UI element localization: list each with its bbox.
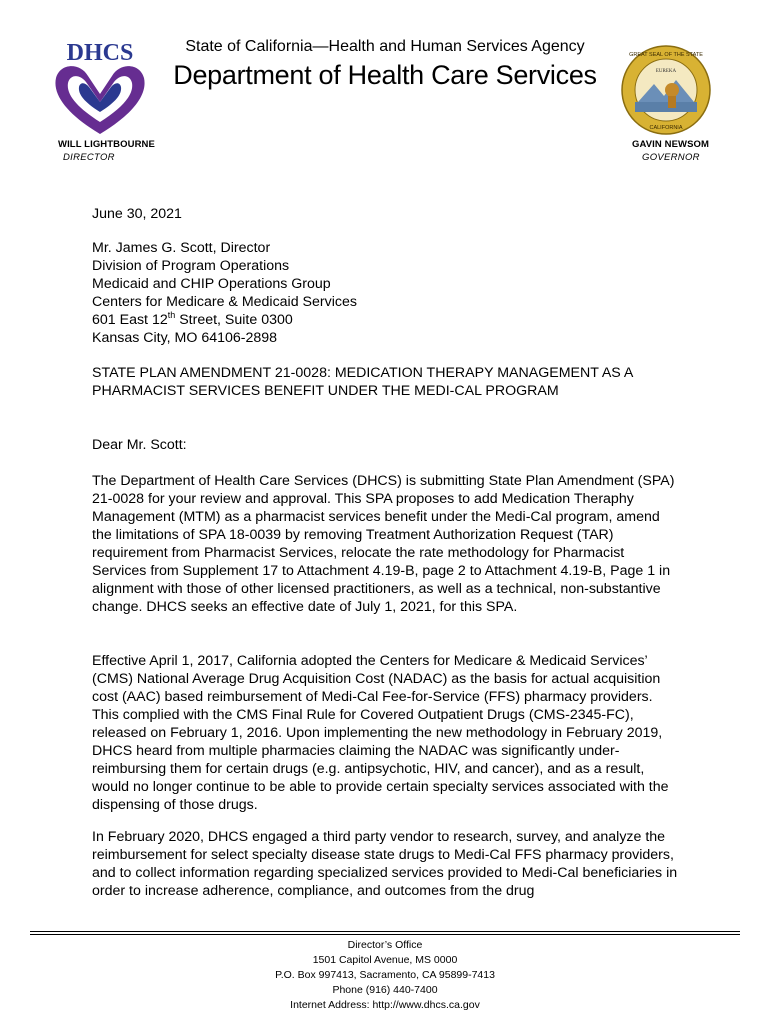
recipient-city: Kansas City, MO 64106-2898 — [92, 330, 278, 346]
governor-title: GOVERNOR — [642, 152, 700, 163]
subject-line: STATE PLAN AMENDMENT 21-0028: MEDICATION THERAPY MANAGEMENT AS A PHARMACIST SERVICES BENEFIT UNDER THE MEDI-CAL PROGRAM — [92, 365, 633, 399]
body-paragraph: In February 2020, DHCS engaged a third party vendor to research, survey, and analyze the reimbursement for select specialty disease state drugs to Medi-Cal FFS pharmacy providers, and to collect information regarding specialized services provided to Medi-Cal beneficiaries in order to increase adherence, compliance, and outcomes from the drug — [92, 829, 678, 899]
department-title: Department of Health Care Services — [173, 60, 597, 90]
recipient-name: Mr. James G. Scott, Director — [92, 240, 271, 256]
dhcs-logo — [50, 38, 150, 138]
logo-text: DHCS — [66, 40, 134, 66]
governor-name: GAVIN NEWSOM — [632, 139, 710, 150]
street-number: 601 East 12 — [92, 312, 168, 328]
footer-divider — [30, 934, 740, 935]
recipient-address — [92, 239, 357, 347]
footer-phone: Phone (916) 440-7400 — [332, 984, 438, 996]
svg-text:CALIFORNIA: CALIFORNIA — [649, 125, 683, 131]
footer-divider — [30, 931, 740, 932]
footer — [200, 938, 570, 1013]
footer-address: 1501 Capitol Avenue, MS 0000 — [312, 954, 458, 966]
california-seal — [620, 44, 712, 136]
recipient-centers: Centers for Medicare & Medicaid Services — [92, 294, 357, 310]
street-rest: Street, Suite 0300 — [175, 312, 293, 328]
recipient-group: Medicaid and CHIP Operations Group — [92, 276, 331, 292]
salutation: Dear Mr. Scott: — [92, 437, 187, 453]
director-title: DIRECTOR — [63, 152, 115, 163]
recipient-street — [92, 311, 357, 329]
body-paragraph: Effective April 1, 2017, California adopted the Centers for Medicare & Medicaid Services’ (CMS) National Average Drug Acquisition Cost (NADAC) as the basis for actual acquisition cost (AAC) based reimbursement of Medi-Cal Fee-for-Service (FFS) pharmacy providers. This complied with the CMS Final Rule for Covered Outpatient Drugs (CMS-2345-FC), released on February 1, 2016. Upon implementing the new methodology in February 2019, DHCS heard from multiple pharmacies claiming the NADAC was significantly under-reimbursing them for certain drugs (e.g. antipsychotic, HIV, and cancer), and as a result, would no longer continue to be able to provide certain specialty services associated with the dispensing of those drugs. — [92, 653, 669, 813]
director-name: WILL LIGHTBOURNE — [58, 139, 155, 150]
svg-text:EUREKA: EUREKA — [655, 69, 677, 74]
body-paragraph: The Department of Health Care Services (DHCS) is submitting State Plan Amendment (SPA) 21-0028 for your review and approval. This SPA proposes to add Medication Theraphy Management (MTM) as a pharmacist services benefit under the Medi-Cal program, amend the limitations of SPA 18-0039 by removing Treatment Authorization Request (TAR) requirement from Pharmacist Services, relocate the rate methodology for Pharmacist Services from Supplement 17 to Attachment 4.19-B, page 2 to Attachment 4.19-B, Page 1 in alignment with those of other licensed practitioners, as well as a technical, non-substantive change. DHCS seeks an effective date of July 1, 2021, for this SPA. — [92, 473, 675, 615]
recipient-division: Division of Program Operations — [92, 258, 290, 274]
svg-text:GREAT SEAL OF THE STATE: GREAT SEAL OF THE STATE — [629, 52, 703, 58]
street-suffix: th — [167, 310, 176, 320]
footer-office: Director’s Office — [347, 939, 423, 951]
letter-date: June 30, 2021 — [92, 206, 182, 222]
footer-po-box: P.O. Box 997413, Sacramento, CA 95899-7413 — [275, 969, 495, 981]
agency-line: State of California—Health and Human Services Agency — [185, 38, 585, 55]
footer-internet[interactable]: Internet Address: http://www.dhcs.ca.gov — [290, 999, 480, 1011]
